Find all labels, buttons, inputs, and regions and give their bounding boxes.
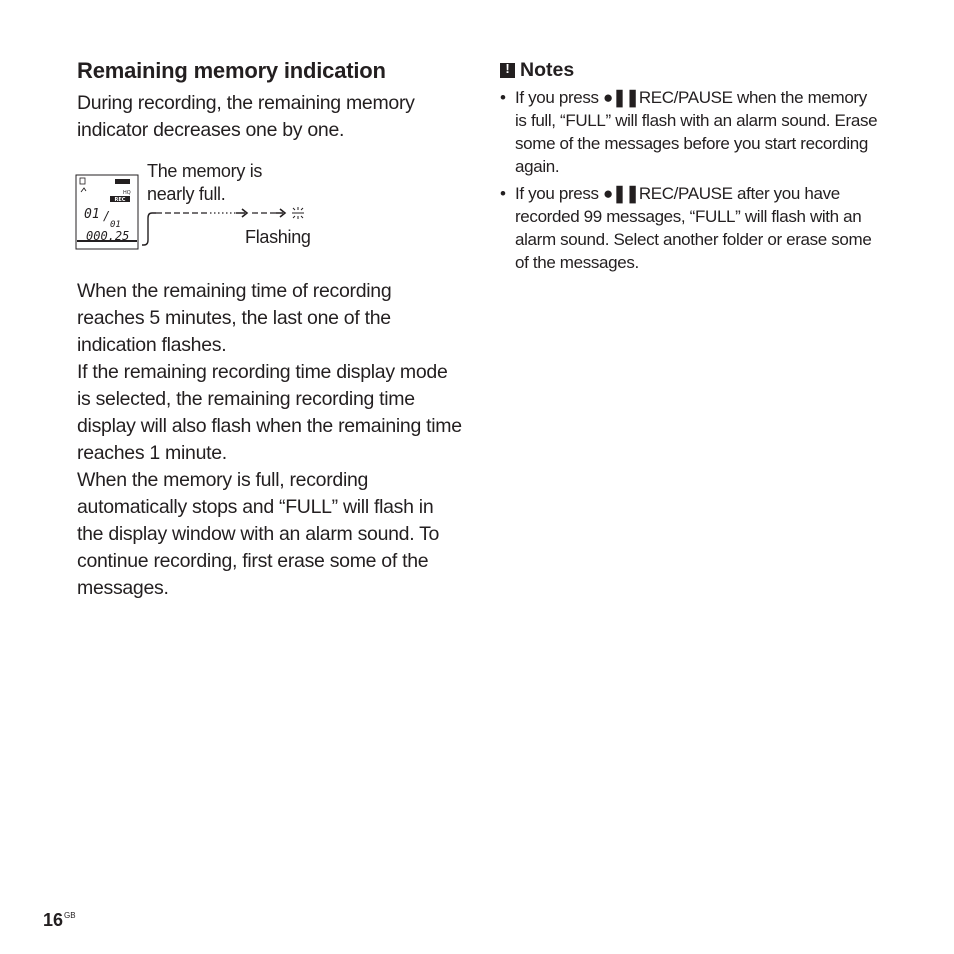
note-text-before: If you press bbox=[515, 88, 604, 107]
bullet-icon: • bbox=[500, 184, 506, 203]
notes-heading-label: Notes bbox=[520, 59, 575, 81]
intro-paragraph: During recording, the remaining memory indicator decreases one by one. bbox=[77, 92, 415, 141]
bullet-icon: • bbox=[500, 88, 506, 107]
list-item bbox=[500, 182, 880, 274]
note-text-after: REC/PAUSE when the memory is full, “FULL” will flash with an alarm sound. Erase some of the messages before you start recording again. bbox=[515, 88, 878, 176]
note-icon bbox=[500, 63, 515, 78]
paragraph: When the memory is full, recording automatically stops and “FULL” will flash in the display window with an alarm sound. To continue recording, first erase some of the messages. bbox=[77, 469, 440, 599]
svg-text:01: 01 bbox=[84, 207, 100, 222]
list-item bbox=[500, 86, 880, 178]
paragraph: If the remaining recording time display mode is selected, the remaining recording time display will also flash when the remaining time reaches 1 minute. bbox=[77, 361, 462, 464]
rec-pause-icon: ●❚❚ bbox=[603, 88, 639, 107]
note-text-before: If you press bbox=[515, 184, 604, 203]
rec-pause-icon: ●❚❚ bbox=[603, 184, 639, 203]
svg-text:/: / bbox=[103, 209, 111, 223]
section-heading: Remaining memory indication bbox=[77, 58, 386, 83]
svg-text:REC: REC bbox=[114, 197, 126, 203]
flashing-label: Flashing bbox=[245, 227, 311, 247]
page-number-suffix: GB bbox=[64, 911, 76, 920]
paragraph: When the remaining time of recording reaches 5 minutes, the last one of the indication flashes. bbox=[77, 280, 392, 356]
body-paragraphs bbox=[77, 278, 462, 602]
svg-text:01: 01 bbox=[110, 220, 121, 230]
flashing-icon bbox=[292, 207, 304, 219]
notes-list bbox=[500, 86, 880, 278]
note-text-after: REC/PAUSE after you have recorded 99 messages, “FULL” will flash with an alarm sound. Select another folder or erase some of the messages. bbox=[515, 184, 872, 272]
lcd-display-illustration bbox=[76, 175, 138, 249]
memory-nearly-full-label: The memory is nearly full. bbox=[147, 161, 263, 204]
page-number bbox=[43, 910, 76, 931]
page-number-value: 16 bbox=[43, 910, 64, 930]
svg-text:HQ: HQ bbox=[123, 190, 131, 196]
svg-text:000.25: 000.25 bbox=[86, 229, 130, 243]
notes-heading bbox=[500, 59, 574, 82]
